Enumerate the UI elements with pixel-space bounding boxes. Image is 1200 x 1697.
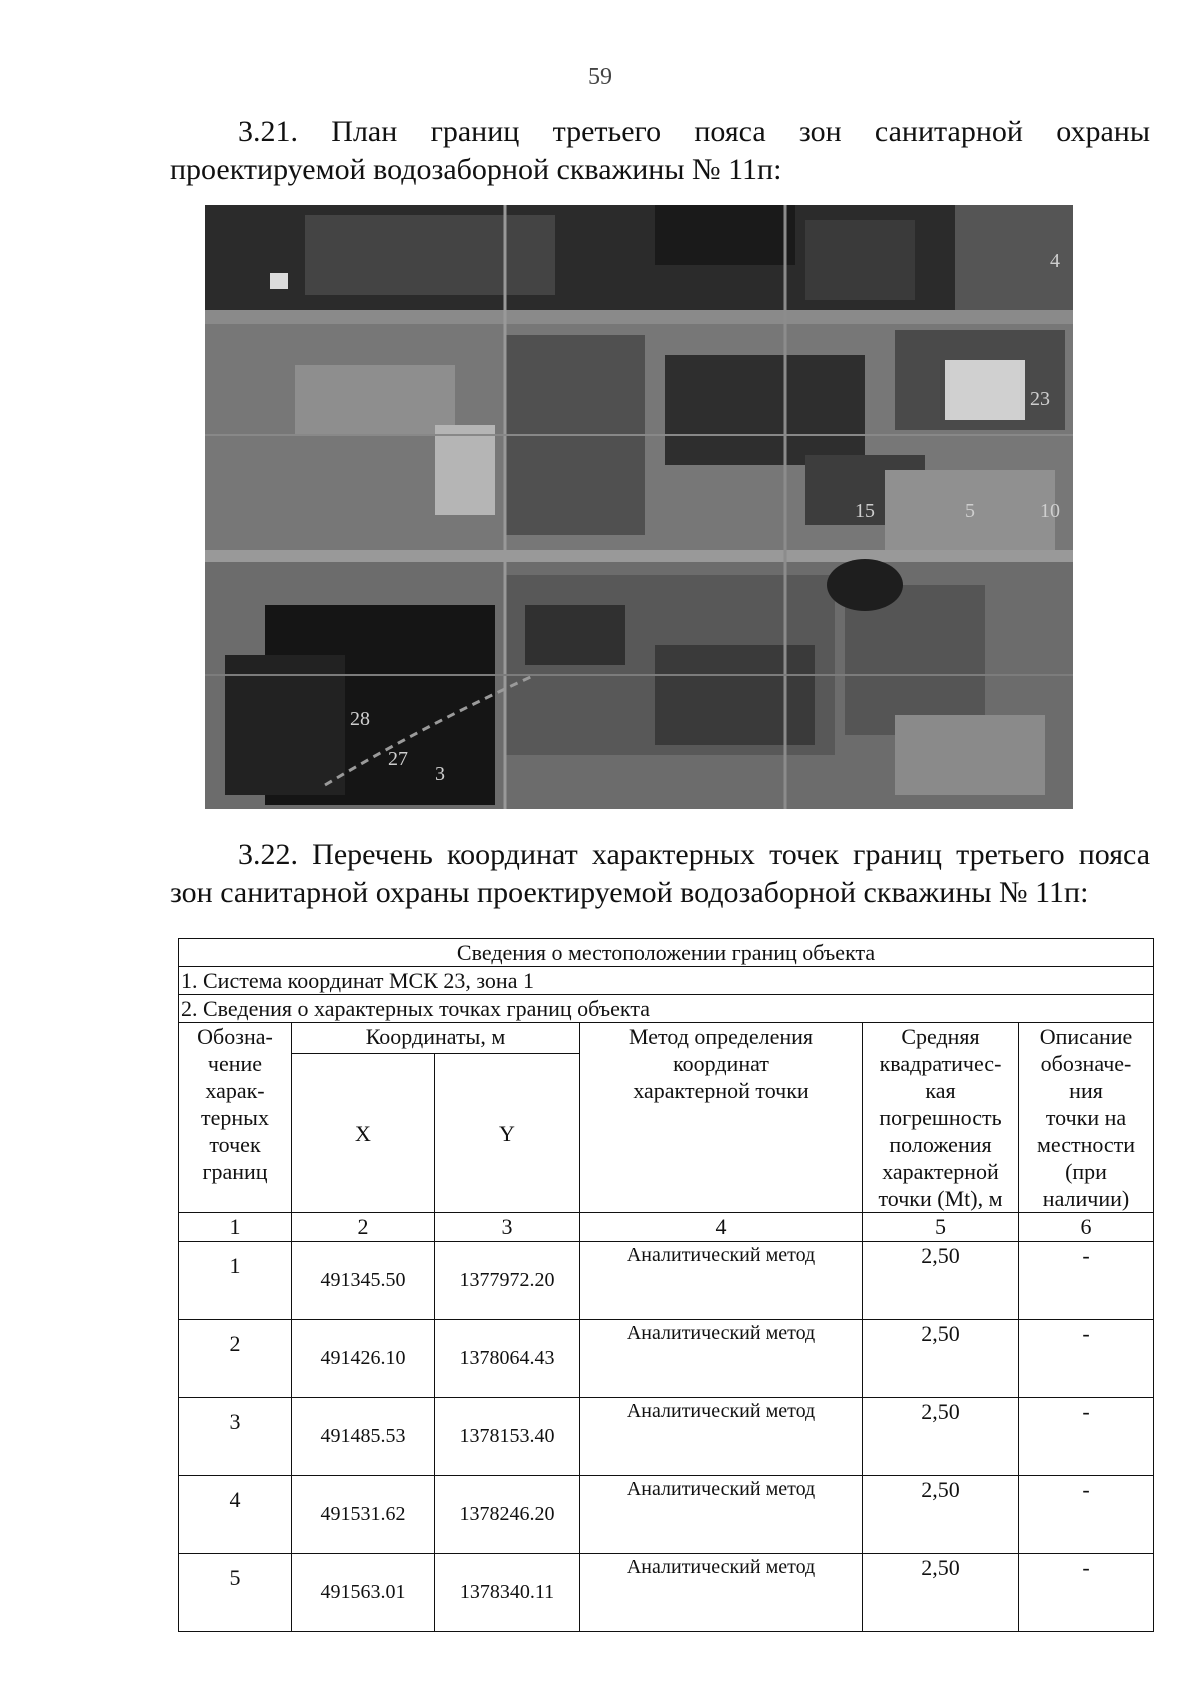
table-row xyxy=(179,1242,1154,1320)
coord-x: 491345.50 xyxy=(292,1242,435,1320)
point-designation: 3 xyxy=(179,1398,292,1476)
col-number: 3 xyxy=(435,1213,580,1242)
method: Аналитический метод xyxy=(580,1242,863,1320)
section-3-22-number: 3.22. xyxy=(238,838,298,871)
table-row xyxy=(179,1554,1154,1632)
col-method-header: Метод определения координат характерной точки xyxy=(580,1023,863,1213)
aerial-photo xyxy=(205,205,1073,809)
method: Аналитический метод xyxy=(580,1398,863,1476)
map-label-23: 23 xyxy=(1030,388,1050,410)
coord-y: 1378064.43 xyxy=(435,1320,580,1398)
col-x-header: X xyxy=(292,1054,435,1213)
points-header: 2. Сведения о характерных точках границ объекта xyxy=(179,995,1154,1023)
page-number: 59 xyxy=(588,64,612,90)
section-3-22-heading xyxy=(170,836,1150,912)
description: - xyxy=(1019,1554,1154,1632)
col-number: 1 xyxy=(179,1213,292,1242)
col-number: 4 xyxy=(580,1213,863,1242)
coord-y: 1377972.20 xyxy=(435,1242,580,1320)
boundary-plan-map xyxy=(205,205,1073,809)
section-3-21-heading xyxy=(170,113,1150,189)
section-3-21-text: План границ третьего пояса зон санитарной охраны проектируемой водозаборной скважины № 11п: xyxy=(170,115,1150,186)
table-row xyxy=(179,1320,1154,1398)
method: Аналитический метод xyxy=(580,1476,863,1554)
coord-y: 1378340.11 xyxy=(435,1554,580,1632)
map-label-28: 28 xyxy=(350,708,370,730)
point-designation: 4 xyxy=(179,1476,292,1554)
col-number: 2 xyxy=(292,1213,435,1242)
col-coords-header: Координаты, м xyxy=(292,1023,580,1054)
coord-x: 491531.62 xyxy=(292,1476,435,1554)
map-label-5: 5 xyxy=(965,500,975,522)
coord-y: 1378153.40 xyxy=(435,1398,580,1476)
coord-y: 1378246.20 xyxy=(435,1476,580,1554)
mean-error: 2,50 xyxy=(863,1398,1019,1476)
map-label-4: 4 xyxy=(1050,250,1060,272)
point-designation: 5 xyxy=(179,1554,292,1632)
point-designation: 2 xyxy=(179,1320,292,1398)
coordinate-system: 1. Система координат МСК 23, зона 1 xyxy=(179,967,1154,995)
col-y-header: Y xyxy=(435,1054,580,1213)
col-designation-header: Обозна- чение харак- терных точек границ xyxy=(179,1023,292,1213)
coord-x: 491485.53 xyxy=(292,1398,435,1476)
map-label-10: 10 xyxy=(1040,500,1060,522)
map-label-3: 3 xyxy=(435,763,445,785)
mean-error: 2,50 xyxy=(863,1554,1019,1632)
point-designation: 1 xyxy=(179,1242,292,1320)
description: - xyxy=(1019,1320,1154,1398)
col-description-header: Описание обозначе- ния точки на местности (при наличии) xyxy=(1019,1023,1154,1213)
mean-error: 2,50 xyxy=(863,1242,1019,1320)
mean-error: 2,50 xyxy=(863,1476,1019,1554)
coord-x: 491563.01 xyxy=(292,1554,435,1632)
section-3-22-text: Перечень координат характерных точек границ третьего пояса зон санитарной охраны проектируемой водозаборной скважины № 11п: xyxy=(170,838,1151,909)
description: - xyxy=(1019,1242,1154,1320)
table-row xyxy=(179,1398,1154,1476)
col-number: 6 xyxy=(1019,1213,1154,1242)
method: Аналитический метод xyxy=(580,1554,863,1632)
map-label-27: 27 xyxy=(388,748,408,770)
table-title: Сведения о местоположении границ объекта xyxy=(179,939,1154,967)
coord-x: 491426.10 xyxy=(292,1320,435,1398)
map-label-15: 15 xyxy=(855,500,875,522)
description: - xyxy=(1019,1476,1154,1554)
col-number: 5 xyxy=(863,1213,1019,1242)
coordinates-table xyxy=(178,938,1154,1632)
col-error-header: Средняя квадратичес- кая погрешность положения характерной точки (Mt), м xyxy=(863,1023,1019,1213)
section-3-21-number: 3.21. xyxy=(238,115,298,148)
method: Аналитический метод xyxy=(580,1320,863,1398)
mean-error: 2,50 xyxy=(863,1320,1019,1398)
table-row xyxy=(179,1476,1154,1554)
description: - xyxy=(1019,1398,1154,1476)
